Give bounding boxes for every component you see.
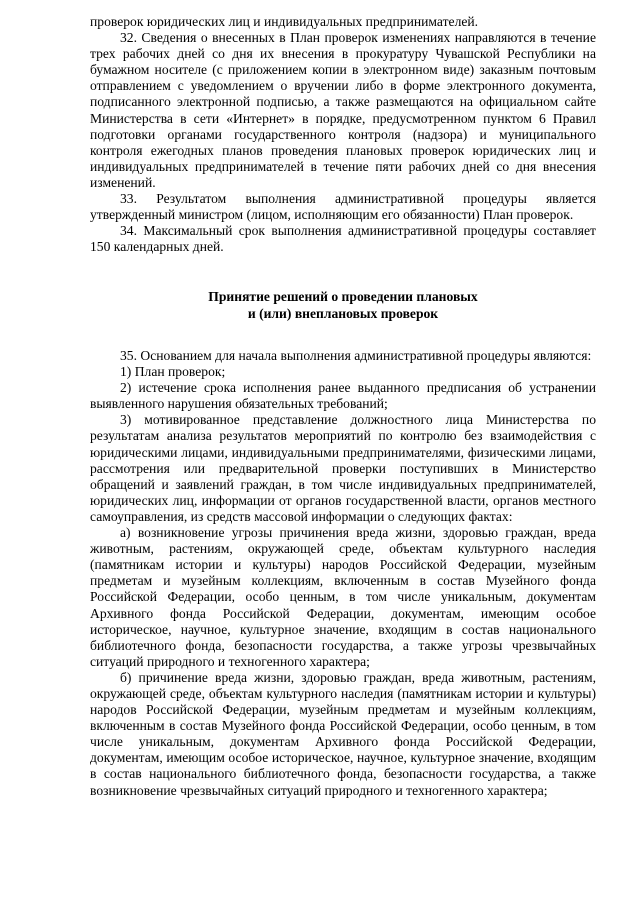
paragraph-35: 35. Основанием для начала выполнения административной процедуры являются: — [120, 348, 592, 363]
section-heading-line-2: и (или) внеплановых проверок — [247, 305, 439, 321]
paragraph-34: 34. Максимальный срок выполнения административной процедуры составляет 150 календарных дней. — [90, 223, 596, 255]
list-item-2: 2) истечение срока исполнения ранее выданного предписания об устранении выявленного нарушения обязательных требований; — [90, 380, 596, 412]
paragraph-33: 33. Результатом выполнения административной процедуры является утвержденный министром (лицом, исполняющим его обязанности) План проверок. — [90, 191, 596, 223]
paragraph-continuation: проверок юридических лиц и индивидуальных предпринимателей. — [90, 14, 479, 29]
list-item-b: б) причинение вреда жизни, здоровью граждан, вреда животным, растениям, окружающей среде, объектам культурного наследия (памятникам истории и культуры) народов Российской Федерации, музейным предметам и музейным коллекциям, включенным в состав Музейного фонда Российской Федерации, особо ценным, в том числе уникальным, документам Архивного фонда Российской Федерации, документам, имеющим особое историческое, научное, культурное значение, входящим в состав национального библиотечного фонда, безопасности государства, а также возникновение чрезвычайных ситуаций природного и техногенного характера; — [90, 669, 596, 798]
paragraph-32: 32. Сведения о внесенных в План проверок изменениях направляются в течение трех рабочих дней со дня их внесения в прокуратуру Чувашской Республики на бумажном носителе (с приложением копии в электронном виде) заказным почтовым отправлением с уведомлением о вручении либо в форме электронного документа, подписанного электронной подписью, а также размещаются на официальном сайте Министерства в сети «Интернет» в порядке, предусмотренном пунктом 6 Правил подготовки органами государственного контроля (надзора) и муниципального контроля ежегодных планов проведения плановых проверок юридических лиц и индивидуальных предпринимателей в течение пяти рабочих дней со дня внесения изменений. — [90, 30, 596, 190]
section-heading-line-1: Принятие решений о проведении плановых — [208, 289, 478, 305]
list-item-1: 1) План проверок; — [120, 364, 226, 380]
list-item-3: 3) мотивированное представление должностного лица Министерства по результатам анализа результатов мероприятий по контролю без взаимодействия с юридическими лицами, индивидуальными предпринимателями, физическими лицами, рассмотрения или предварительной проверки поступивших в Министерство обращений и заявлений граждан, в том числе индивидуальных предпринимателей, юридических лиц, информации от органов государственной власти, органов местного самоуправления, из средств массовой информации о следующих фактах: — [90, 412, 596, 524]
document-page — [90, 14, 596, 799]
section-heading — [90, 289, 596, 322]
list-item-a: а) возникновение угрозы причинения вреда жизни, здоровью граждан, вреда животным, растениям, окружающей среде, объектам культурного наследия (памятникам истории и культуры) народов Российской Федерации, музейным предметам и музейным коллекциям, включенным в состав Музейного фонда Российской Федерации, особо ценным, в том числе уникальным, документам Архивного фонда Российской Федерации, документам, имеющим особое историческое, научное, культурное значение, входящим в состав национального библиотечного фонда, безопасности государства, а также угрозы чрезвычайных ситуаций природного и техногенного характера; — [90, 525, 596, 669]
